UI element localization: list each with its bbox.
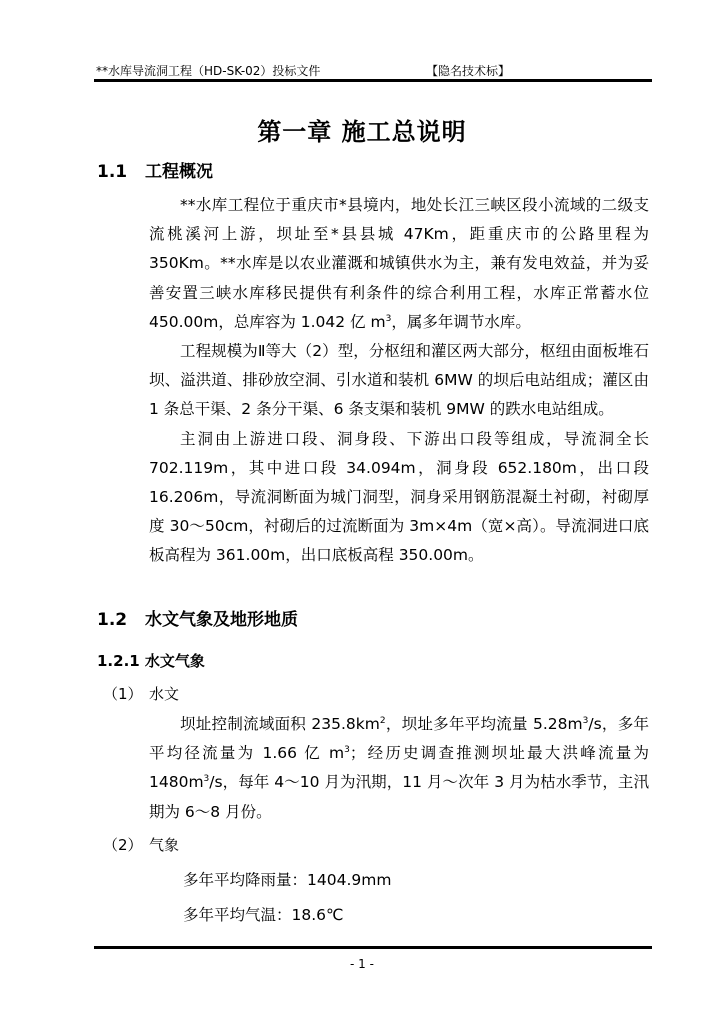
section-title: 工程概况 <box>145 162 213 182</box>
header-rule <box>94 79 652 82</box>
paragraph-scale: 工程规模为Ⅱ等大（2）型，分枢纽和灌区两大部分，枢纽由面板堆石坝、溢洪道、排砂放空洞、引水道和装机 6MW 的坝后电站组成；灌区由 1 条总干渠、2 条分干渠、6 条支渠和装机 9MW 的跌水电站组成。 <box>149 342 649 419</box>
paragraph-tunnel: 主洞由上游进口段、洞身段、下游出口段等组成，导流洞全长 702.119m，其中进口段 34.094m，洞身段 652.180m，出口段 16.206m，导流洞断面为城门洞型，洞身采用钢筋混凝土衬砌，衬砌厚度 30～50cm，衬砌后的过流断面为 3m×4m（宽×高）。导流洞进口底板高程为 361.00m，出口底板高程 350.00m。 <box>149 429 649 565</box>
list-item-label: 水文 <box>149 685 180 703</box>
paragraph-location: **水库工程位于重庆市*县境内，地处长江三峡区段小流域的二级支流桃溪河上游，坝址至*县县城 47Km，距重庆市的公路里程为 350Km。**水库是以农业灌溉和城镇供水为主，兼有发电效益，并为妥善安置三峡水库移民提供有利条件的综合利用工程，水库正常蓄水位 450.00m，总库容为 1.042 亿 $m^3$，属多年调节水库。 <box>149 196 649 331</box>
hydrology-paragraph <box>149 710 649 827</box>
header-tag: 【隐名技术标】 <box>426 64 511 78</box>
list-item-number: （2） <box>103 836 143 854</box>
list-item-climate <box>103 834 179 855</box>
climate-temperature: 多年平均气温：18.6℃ <box>183 906 344 924</box>
section-title: 水文气象及地形地质 <box>145 610 298 630</box>
page-header <box>96 62 652 78</box>
section-number: 1.2 <box>97 610 128 630</box>
header-document-title: **水库导流洞工程（HD-SK-02）投标文件 <box>96 64 321 78</box>
climate-rainfall: 多年平均降雨量：1404.9mm <box>183 871 392 889</box>
footer-rule <box>94 946 652 949</box>
section-heading-1-1 <box>97 157 213 182</box>
subsection-heading-1-2-1: 1.2.1 水文气象 <box>97 652 205 670</box>
chapter-title: 第一章 施工总说明 <box>257 118 467 146</box>
page-number: - 1 - <box>350 957 374 971</box>
overview-paragraphs <box>149 191 649 571</box>
list-item-label: 气象 <box>149 836 180 854</box>
list-item-hydrology <box>103 683 179 704</box>
list-item-number: （1） <box>103 685 143 703</box>
paragraph-hydrology: 坝址控制流域面积 $235.8km^2$，坝址多年平均流量 $5.28m^3/s$，多年平均径流量为 1.66 亿 $m^3$；经历史调查推测坝址最大洪峰流量为 $1480m^3/s$，每年 4～10 月为汛期，11 月～次年 3 月为枯水季节，主汛期为 6～8 月份。 <box>149 715 649 821</box>
section-heading-1-2 <box>97 605 298 630</box>
section-number: 1.1 <box>97 162 128 182</box>
